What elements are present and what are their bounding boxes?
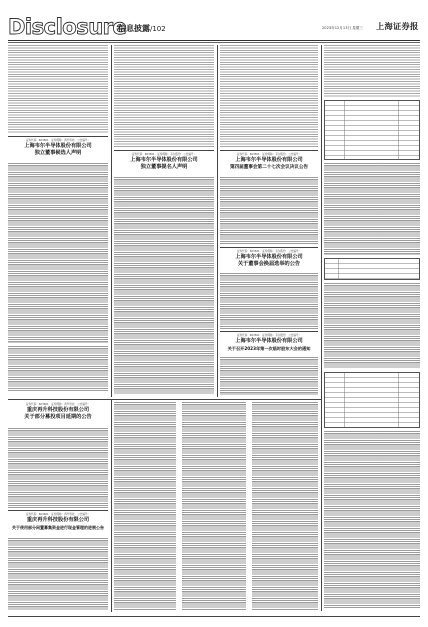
stock-code-line: 证券代码：603601 证券简称：再升科技 公告编号： bbox=[25, 139, 91, 142]
body-text-block bbox=[252, 402, 318, 610]
stock-code-line: 证券代码：603601 证券简称：再升科技 公告编号： bbox=[25, 403, 91, 406]
column-rule bbox=[321, 45, 322, 611]
stock-code-line: 证券代码：603501 证券简称：韦尔股份 公告编号： bbox=[236, 153, 302, 156]
notice-title-block bbox=[8, 138, 108, 157]
divider bbox=[8, 510, 108, 511]
body-text-block bbox=[324, 45, 420, 97]
page-number: /102 bbox=[150, 25, 166, 33]
notice-title: 关于董事会换届选举的公告 bbox=[237, 261, 301, 267]
data-table bbox=[324, 372, 420, 428]
body-text-block bbox=[324, 283, 420, 369]
body-text-block bbox=[8, 346, 108, 392]
section-title bbox=[118, 23, 166, 34]
masthead-rule-thin bbox=[8, 42, 420, 43]
company-name: 上海韦尔半导体股份有限公司 bbox=[235, 338, 303, 344]
divider bbox=[220, 247, 318, 248]
disclosure-wordmark: Disclosure bbox=[8, 15, 127, 39]
notice-column-1 bbox=[8, 45, 108, 345]
divider bbox=[220, 150, 318, 151]
notice-lower-left bbox=[8, 402, 108, 612]
body-text-block bbox=[114, 402, 176, 610]
footer-rule bbox=[8, 616, 420, 617]
notice-lower-middle bbox=[114, 402, 318, 612]
body-text-block bbox=[114, 177, 214, 395]
notice-column-4 bbox=[324, 45, 420, 611]
stock-code-line: 证券代码：603601 证券简称：再升科技 公告编号： bbox=[25, 513, 91, 516]
company-name: 重庆再升科技股份有限公司 bbox=[26, 407, 90, 413]
stock-code-line: 证券代码：603501 证券简称：韦尔股份 公告编号： bbox=[236, 334, 302, 337]
notice-column-2 bbox=[114, 45, 214, 397]
notice-title: 独立董事候选人声明 bbox=[34, 150, 82, 156]
notice-title-block bbox=[114, 152, 214, 171]
company-name: 上海韦尔半导体股份有限公司 bbox=[235, 157, 303, 163]
notice-title-block bbox=[220, 152, 318, 171]
body-text-block bbox=[8, 538, 108, 610]
body-text-block bbox=[182, 402, 246, 610]
notice-title: 关于部分募投项目延期的公告 bbox=[24, 414, 92, 420]
notice-title-block bbox=[220, 333, 318, 352]
data-table bbox=[324, 100, 420, 160]
section-name: 信息披露 bbox=[118, 23, 150, 33]
divider bbox=[220, 331, 318, 332]
company-name: 上海韦尔半导体股份有限公司 bbox=[130, 157, 198, 163]
notice-title-block bbox=[8, 512, 108, 531]
body-text-block bbox=[220, 45, 318, 147]
notice-title: 关于使用部分闲置募集资金进行现金管理的进展公告 bbox=[12, 525, 104, 530]
body-text-block bbox=[8, 163, 108, 343]
masthead bbox=[0, 0, 428, 42]
masthead-rule bbox=[8, 40, 420, 41]
body-text-block bbox=[8, 428, 108, 508]
company-name: 上海韦尔半导体股份有限公司 bbox=[235, 254, 303, 260]
stock-code-line: 证券代码：603501 证券简称：韦尔股份 公告编号： bbox=[236, 250, 302, 253]
column-rule bbox=[111, 400, 112, 612]
data-table bbox=[324, 258, 420, 280]
divider bbox=[114, 150, 214, 151]
newspaper-name: 上海证券报 bbox=[376, 21, 419, 31]
column-rule bbox=[111, 45, 112, 397]
body-text-block bbox=[8, 45, 108, 133]
notice-title-block bbox=[220, 249, 318, 268]
notice-title-block bbox=[8, 402, 108, 421]
body-text-block bbox=[324, 163, 420, 255]
column-rule bbox=[217, 45, 218, 397]
body-text-block bbox=[220, 357, 318, 395]
section-divider bbox=[8, 399, 321, 400]
notice-title: 第四届董事会第二十七次会议决议公告 bbox=[229, 165, 309, 170]
company-name: 上海韦尔半导体股份有限公司 bbox=[24, 143, 92, 149]
divider bbox=[8, 136, 108, 137]
body-text-block bbox=[220, 273, 318, 329]
notice-column-3 bbox=[220, 45, 318, 397]
issue-date: 2023年12月13日 星期三 bbox=[322, 26, 363, 30]
body-text-block bbox=[114, 45, 214, 147]
body-text-block bbox=[324, 431, 420, 609]
company-name: 重庆再升科技股份有限公司 bbox=[26, 517, 90, 523]
stock-code-line: 证券代码：603501 证券简称：韦尔股份 公告编号： bbox=[131, 153, 197, 156]
body-text-block bbox=[220, 177, 318, 245]
notice-title: 关于召开2023年第一次临时股东大会的通知 bbox=[227, 346, 311, 351]
notice-column-1-lower bbox=[8, 346, 108, 394]
notice-title: 独立董事提名人声明 bbox=[140, 164, 188, 170]
